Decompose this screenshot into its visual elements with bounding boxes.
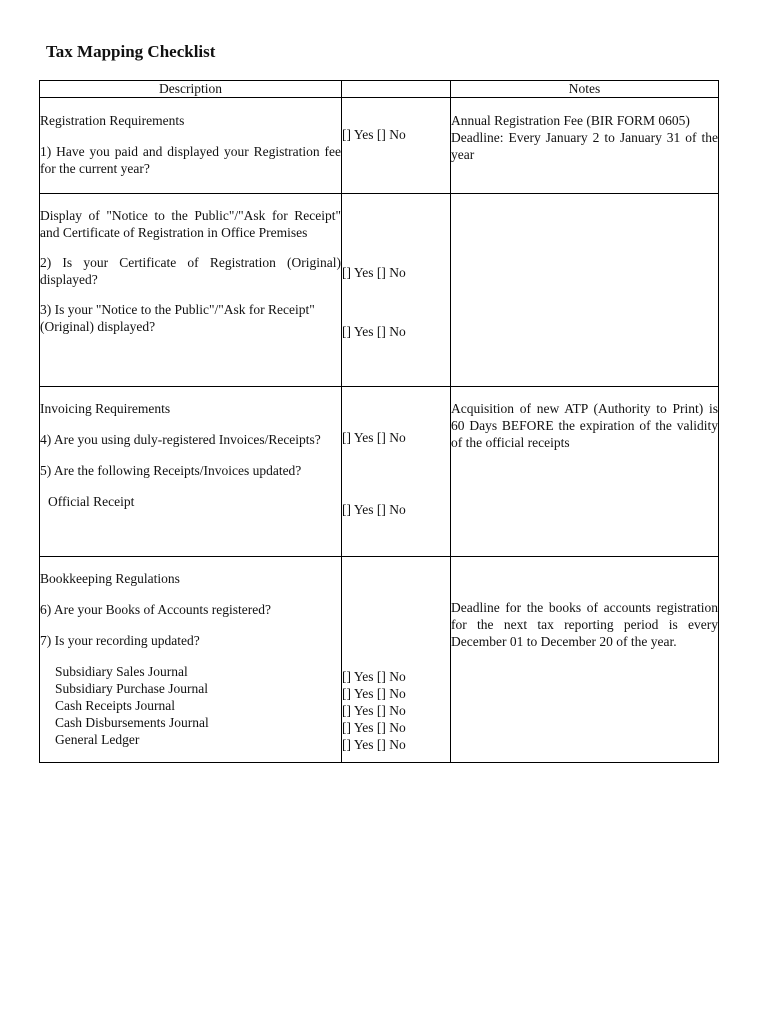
question-3-line: 3) Is your "Notice to the Public"/"Ask for Receipt" (40, 302, 315, 317)
notes-text: Deadline for the books of accounts registration for the next tax reporting period is every December 01 to December 20 of the year. (451, 600, 718, 649)
yes-no-checkbox[interactable]: [] Yes [] No (342, 265, 406, 280)
description-cell (40, 557, 342, 763)
yes-no-checkbox[interactable]: [] Yes [] No (342, 686, 406, 701)
table-row (40, 98, 719, 194)
yes-no-checkbox[interactable]: [] Yes [] No (342, 430, 406, 445)
journal-item: Subsidiary Purchase Journal (55, 681, 208, 696)
description-cell (40, 98, 342, 194)
notes-cell (451, 98, 719, 194)
journal-list (40, 663, 341, 748)
question-4: 4) Are you using duly-registered Invoices/Receipts? (40, 432, 321, 447)
yes-no-checkbox[interactable]: [] Yes [] No (342, 324, 406, 339)
section-heading: Bookkeeping Regulations (40, 571, 180, 586)
question-7: 7) Is your recording updated? (40, 633, 200, 648)
journal-item: General Ledger (55, 732, 140, 747)
question-3-line: (Original) displayed? (40, 319, 156, 334)
notes-line: Annual Registration Fee (BIR FORM 0605) (451, 113, 690, 128)
table-row (40, 387, 719, 557)
header-answer (342, 81, 451, 98)
table-header-row (40, 81, 719, 98)
yes-no-checkbox[interactable]: [] Yes [] No (342, 127, 406, 142)
yes-no-checkbox[interactable]: [] Yes [] No (342, 737, 406, 752)
yes-no-checkbox[interactable]: [] Yes [] No (342, 720, 406, 735)
answer-cell (342, 194, 451, 387)
checklist-table (39, 80, 719, 763)
question-2: 2) Is your Certificate of Registration (Original) displayed? (40, 255, 341, 287)
journal-item: Cash Receipts Journal (55, 698, 175, 713)
table-row (40, 557, 719, 763)
header-description: Description (40, 81, 342, 98)
section-heading: Registration Requirements (40, 113, 185, 128)
yes-no-checkbox[interactable]: [] Yes [] No (342, 703, 406, 718)
notes-cell (451, 557, 719, 763)
section-heading: Invoicing Requirements (40, 401, 171, 416)
receipt-item: Official Receipt (48, 494, 135, 509)
question-1: 1) Have you paid and displayed your Registration fee for the current year? (40, 144, 341, 176)
answer-cell (342, 98, 451, 194)
journal-item: Subsidiary Sales Journal (55, 664, 188, 679)
section-heading: Display of "Notice to the Public"/"Ask for Receipt" and Certificate of Registration in Office Premises (40, 208, 341, 240)
header-notes: Notes (451, 81, 719, 98)
notes-cell (451, 387, 719, 557)
notes-text: Acquisition of new ATP (Authority to Print) is 60 Days BEFORE the expiration of the validity of the official receipts (451, 401, 718, 450)
notes-text (451, 112, 718, 163)
description-cell (40, 387, 342, 557)
question-3 (40, 301, 341, 335)
question-6: 6) Are your Books of Accounts registered? (40, 602, 271, 617)
page-title: Tax Mapping Checklist (46, 42, 216, 61)
journal-item: Cash Disbursements Journal (55, 715, 209, 730)
question-5: 5) Are the following Receipts/Invoices updated? (40, 463, 302, 478)
description-cell (40, 194, 342, 387)
answer-cell (342, 557, 451, 763)
notes-line: Deadline: Every January 2 to January 31 of the year (451, 130, 718, 162)
yes-no-checkbox[interactable]: [] Yes [] No (342, 669, 406, 684)
table-row (40, 194, 719, 387)
yes-no-checkbox[interactable]: [] Yes [] No (342, 502, 406, 517)
answer-cell (342, 387, 451, 557)
notes-cell (451, 194, 719, 387)
